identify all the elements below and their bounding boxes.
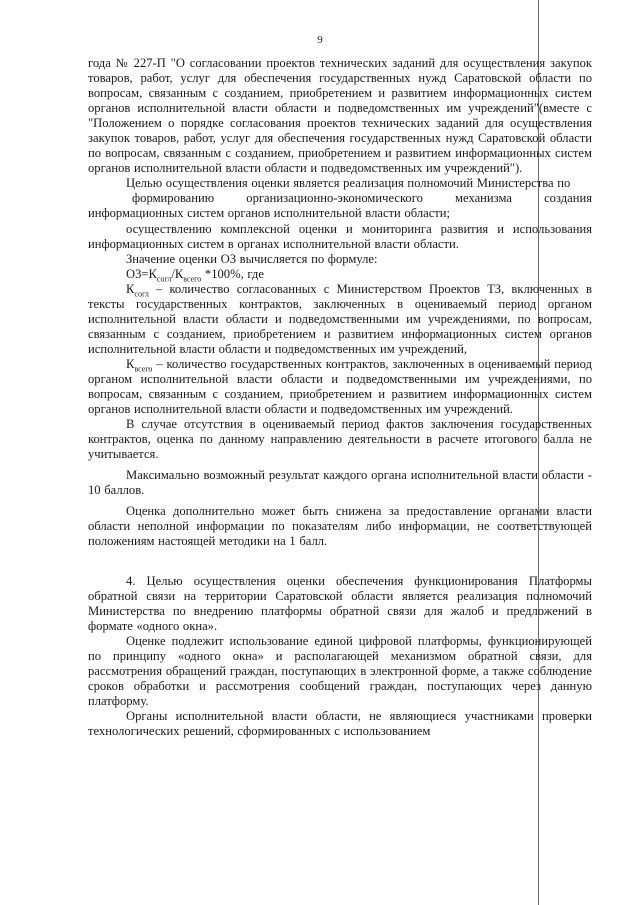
formula-sub-sogl: согл xyxy=(156,274,172,284)
definition-k-vsego xyxy=(88,357,592,417)
paragraph-purpose: Целью осуществления оценки является реализация полномочий Министерства по xyxy=(126,176,571,191)
paragraph-assessment-subject: Оценке подлежит использование единой цифровой платформы, функционирующей по принципу «одного окна» и располагающей механизмом обратной связи, для рассмотрения обращений граждан, поступающих в электронной форме, а также соблюдение сроков обработки и рассмотрения сообщений граждан, поступающих через данную платформу. xyxy=(88,633,592,708)
k-vsego-text: – количество государственных контрактов, заключенных в оцениваемый период органом исполнительной власти области и подведомственными им учреждениями, по вопросам, связанным с созданием, приобретением и развитием информационных систем органов исполнительной власти области и подведомственных им учреждений. xyxy=(88,356,592,417)
formula-lhs: О3=К xyxy=(126,266,157,281)
paragraph-section-4: 4. Целью осуществления оценки обеспечения функционирования Платформы обратной связи на территории Саратовской области является реализация полномочий Министерства по внедрению платформы обратной связи для жалоб и предложений в формате «одного окна». xyxy=(88,573,592,633)
paragraph-purpose-item-2: осуществлению комплексной оценки и мониторинга развития и использования информационных систем в органах исполнительной власти области. xyxy=(88,221,592,251)
formula-sub-vsego: всего xyxy=(183,274,202,284)
k-vsego-symbol: К xyxy=(126,356,135,371)
paragraph-formula-intro: Значение оценки О3 вычисляется по формуле: xyxy=(126,251,378,266)
k-sogl-sub: согл xyxy=(134,289,149,299)
definition-k-sogl xyxy=(88,282,592,357)
formula-o3 xyxy=(126,267,592,282)
page-number: 9 xyxy=(317,34,323,46)
formula-mid: /К xyxy=(171,266,184,281)
k-vsego-sub: всего xyxy=(134,364,153,374)
formula-rhs: *100%, где xyxy=(201,266,264,281)
paragraph-max-score: Максимально возможный результат каждого органа исполнительной власти области - 10 баллов. xyxy=(88,468,592,498)
k-sogl-symbol: К xyxy=(126,281,135,296)
paragraph-non-participants: Органы исполнительной власти области, не являющиеся участниками проверки технологических решений, сформированных с использованием xyxy=(88,708,592,738)
k-sogl-text: – количество согласованных с Министерством Проектов ТЗ, включенных в тексты государственных контрактов, заключенных в оцениваемый период органом исполнительной власти области и подведомственными им учреждениями, по вопросам, связанным с созданием, приобретением и развитием информационных систем органов исполнительной власти области и подведомственных им учреждений, xyxy=(88,281,592,356)
paragraph-score-reduction: Оценка дополнительно может быть снижена за предоставление органами власти области неполной информации по показателям либо информации, не соответствующей положениям настоящей методики на 1 балл. xyxy=(88,504,592,549)
paragraph-no-contracts: В случае отсутствия в оцениваемый период фактов заключения государственных контрактов, оценка по данному направлению деятельности в расчете итогового балла не учитывается. xyxy=(88,417,592,462)
paragraph-purpose-item-1: формированию организационно-экономического механизма создания информационных систем органов исполнительной власти области; xyxy=(88,191,592,221)
document-body xyxy=(88,56,592,739)
paragraph-decree-reference: года № 227-П "О согласовании проектов технических заданий для осуществления закупок товаров, работ, услуг для обеспечения государственных нужд Саратовской области по вопросам, связанным с созданием, приобретением и развитием информационных систем органов исполнительной власти области и подведомственных им учреждений"(вместе с "Положением о порядке согласования проектов технических заданий для осуществления закупок товаров, работ, услуг для обеспечения государственных нужд Саратовской области по вопросам, связанным с созданием, приобретением и развитием информационных систем органов исполнительной власти области и подведомственных им учреждений"). xyxy=(88,56,592,176)
